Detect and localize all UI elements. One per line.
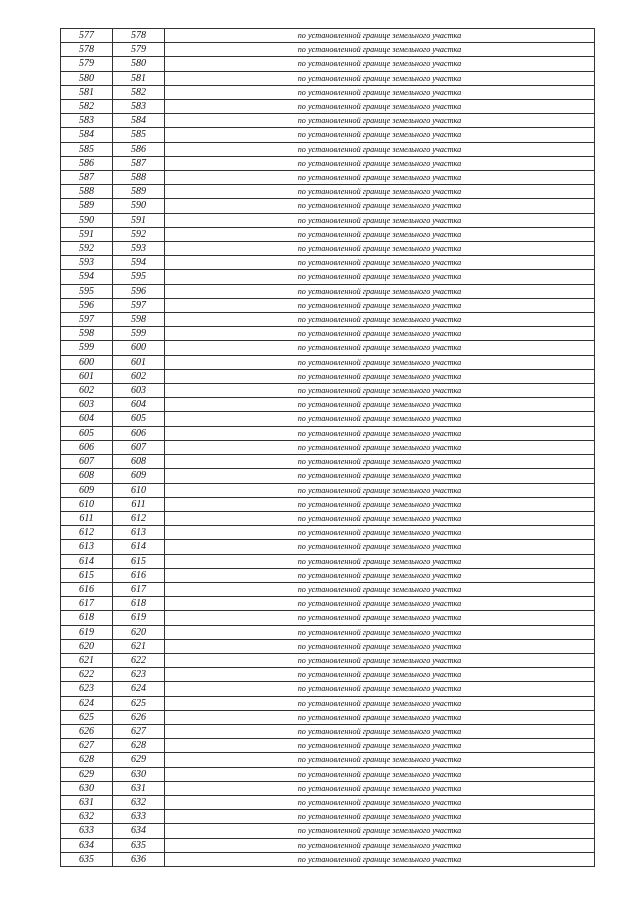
from-point-cell: 620 [61, 639, 113, 653]
to-point-cell: 600 [113, 341, 165, 355]
boundary-description-cell: по установленной границе земельного участка [165, 341, 595, 355]
from-point-cell: 628 [61, 753, 113, 767]
from-point-cell: 584 [61, 128, 113, 142]
table-row [61, 639, 595, 653]
from-point-cell: 627 [61, 739, 113, 753]
to-point-cell: 612 [113, 511, 165, 525]
boundary-description-cell: по установленной границе земельного участка [165, 639, 595, 653]
table-row [61, 753, 595, 767]
to-point-cell: 623 [113, 668, 165, 682]
from-point-cell: 600 [61, 355, 113, 369]
to-point-cell: 631 [113, 781, 165, 795]
table-row [61, 227, 595, 241]
boundary-description-cell: по установленной границе земельного участка [165, 810, 595, 824]
boundary-description-cell: по установленной границе земельного участка [165, 696, 595, 710]
boundary-description-cell: по установленной границе земельного участка [165, 795, 595, 809]
table-row [61, 795, 595, 809]
from-point-cell: 582 [61, 100, 113, 114]
table-row [61, 185, 595, 199]
from-point-cell: 624 [61, 696, 113, 710]
boundary-description-cell: по установленной границе земельного участка [165, 156, 595, 170]
table-row [61, 824, 595, 838]
to-point-cell: 587 [113, 156, 165, 170]
table-row [61, 455, 595, 469]
from-point-cell: 613 [61, 540, 113, 554]
to-point-cell: 616 [113, 568, 165, 582]
boundary-description-cell: по установленной границе земельного участка [165, 142, 595, 156]
from-point-cell: 618 [61, 611, 113, 625]
to-point-cell: 601 [113, 355, 165, 369]
table-row [61, 582, 595, 596]
table-row [61, 384, 595, 398]
table-row [61, 369, 595, 383]
table-row [61, 497, 595, 511]
boundary-description-cell: по установленной границе земельного участка [165, 256, 595, 270]
from-point-cell: 604 [61, 412, 113, 426]
boundary-description-cell: по установленной границе земельного участка [165, 455, 595, 469]
boundary-description-cell: по установленной границе земельного участка [165, 412, 595, 426]
from-point-cell: 631 [61, 795, 113, 809]
table-row [61, 142, 595, 156]
from-point-cell: 623 [61, 682, 113, 696]
table-row [61, 554, 595, 568]
boundary-description-cell: по установленной границе земельного участка [165, 85, 595, 99]
table-row [61, 71, 595, 85]
boundary-description-cell: по установленной границе земельного участка [165, 71, 595, 85]
from-point-cell: 634 [61, 838, 113, 852]
boundary-description-cell: по установленной границе земельного участка [165, 398, 595, 412]
from-point-cell: 597 [61, 313, 113, 327]
from-point-cell: 611 [61, 511, 113, 525]
table-row [61, 313, 595, 327]
table-row [61, 852, 595, 866]
table-row [61, 682, 595, 696]
from-point-cell: 606 [61, 440, 113, 454]
to-point-cell: 622 [113, 653, 165, 667]
from-point-cell: 599 [61, 341, 113, 355]
to-point-cell: 607 [113, 440, 165, 454]
table-row [61, 696, 595, 710]
boundary-description-cell: по установленной границе земельного участка [165, 355, 595, 369]
from-point-cell: 580 [61, 71, 113, 85]
boundary-description-cell: по установленной границе земельного участка [165, 582, 595, 596]
table-row [61, 85, 595, 99]
to-point-cell: 605 [113, 412, 165, 426]
boundary-description-cell: по установленной границе земельного участка [165, 767, 595, 781]
table-row [61, 213, 595, 227]
to-point-cell: 608 [113, 455, 165, 469]
boundary-description-cell: по установленной границе земельного участка [165, 625, 595, 639]
to-point-cell: 604 [113, 398, 165, 412]
boundary-description-cell: по установленной границе земельного участка [165, 554, 595, 568]
boundary-description-cell: по установленной границе земельного участка [165, 469, 595, 483]
boundary-description-cell: по установленной границе земельного участка [165, 213, 595, 227]
from-point-cell: 619 [61, 625, 113, 639]
table-row [61, 284, 595, 298]
from-point-cell: 598 [61, 327, 113, 341]
boundary-description-cell: по установленной границе земельного участка [165, 824, 595, 838]
boundary-description-cell: по установленной границе земельного участка [165, 440, 595, 454]
table-row [61, 597, 595, 611]
boundary-description-cell: по установленной границе земельного участка [165, 128, 595, 142]
boundary-description-cell: по установленной границе земельного участка [165, 313, 595, 327]
to-point-cell: 585 [113, 128, 165, 142]
boundary-description-cell: по установленной границе земельного участка [165, 199, 595, 213]
table-row [61, 43, 595, 57]
from-point-cell: 629 [61, 767, 113, 781]
table-row [61, 625, 595, 639]
to-point-cell: 595 [113, 270, 165, 284]
to-point-cell: 580 [113, 57, 165, 71]
from-point-cell: 596 [61, 298, 113, 312]
from-point-cell: 577 [61, 29, 113, 43]
boundary-description-cell: по установленной границе земельного участка [165, 668, 595, 682]
from-point-cell: 587 [61, 171, 113, 185]
table-row [61, 171, 595, 185]
from-point-cell: 578 [61, 43, 113, 57]
table-row [61, 412, 595, 426]
table-row [61, 440, 595, 454]
to-point-cell: 610 [113, 483, 165, 497]
table-row [61, 668, 595, 682]
from-point-cell: 583 [61, 114, 113, 128]
from-point-cell: 632 [61, 810, 113, 824]
boundary-description-cell: по установленной границе земельного участка [165, 284, 595, 298]
table-row [61, 199, 595, 213]
boundary-description-cell: по установленной границе земельного участка [165, 597, 595, 611]
table-row [61, 114, 595, 128]
to-point-cell: 627 [113, 724, 165, 738]
from-point-cell: 585 [61, 142, 113, 156]
boundary-description-cell: по установленной границе земельного участка [165, 57, 595, 71]
table-row [61, 355, 595, 369]
table-row [61, 341, 595, 355]
to-point-cell: 588 [113, 171, 165, 185]
to-point-cell: 613 [113, 526, 165, 540]
from-point-cell: 614 [61, 554, 113, 568]
table-row [61, 710, 595, 724]
from-point-cell: 630 [61, 781, 113, 795]
table-row [61, 426, 595, 440]
boundary-description-cell: по установленной границе земельного участка [165, 114, 595, 128]
boundary-description-cell: по установленной границе земельного участка [165, 100, 595, 114]
to-point-cell: 593 [113, 242, 165, 256]
to-point-cell: 590 [113, 199, 165, 213]
to-point-cell: 620 [113, 625, 165, 639]
table-row [61, 29, 595, 43]
to-point-cell: 582 [113, 85, 165, 99]
to-point-cell: 584 [113, 114, 165, 128]
from-point-cell: 605 [61, 426, 113, 440]
from-point-cell: 588 [61, 185, 113, 199]
table-row [61, 526, 595, 540]
table-body [61, 29, 595, 867]
to-point-cell: 615 [113, 554, 165, 568]
table-row [61, 156, 595, 170]
boundary-description-cell: по установленной границе земельного участка [165, 682, 595, 696]
from-point-cell: 602 [61, 384, 113, 398]
table-row [61, 398, 595, 412]
to-point-cell: 597 [113, 298, 165, 312]
from-point-cell: 601 [61, 369, 113, 383]
table-row [61, 100, 595, 114]
table-row [61, 298, 595, 312]
boundary-description-cell: по установленной границе земельного участка [165, 185, 595, 199]
boundary-description-cell: по установленной границе земельного участка [165, 483, 595, 497]
boundary-description-cell: по установленной границе земельного участка [165, 739, 595, 753]
from-point-cell: 621 [61, 653, 113, 667]
boundary-description-cell: по установленной границе земельного участка [165, 611, 595, 625]
to-point-cell: 609 [113, 469, 165, 483]
from-point-cell: 593 [61, 256, 113, 270]
from-point-cell: 586 [61, 156, 113, 170]
table-row [61, 653, 595, 667]
from-point-cell: 608 [61, 469, 113, 483]
to-point-cell: 636 [113, 852, 165, 866]
from-point-cell: 610 [61, 497, 113, 511]
boundary-points-table [60, 28, 595, 867]
table-row [61, 767, 595, 781]
to-point-cell: 630 [113, 767, 165, 781]
to-point-cell: 592 [113, 227, 165, 241]
to-point-cell: 626 [113, 710, 165, 724]
boundary-description-cell: по установленной границе земельного участка [165, 497, 595, 511]
table-row [61, 810, 595, 824]
boundary-description-cell: по установленной границе земельного участка [165, 852, 595, 866]
boundary-description-cell: по установленной границе земельного участка [165, 298, 595, 312]
boundary-description-cell: по установленной границе земельного участка [165, 838, 595, 852]
boundary-description-cell: по установленной границе земельного участка [165, 724, 595, 738]
to-point-cell: 619 [113, 611, 165, 625]
boundary-description-cell: по установленной границе земельного участка [165, 369, 595, 383]
from-point-cell: 592 [61, 242, 113, 256]
to-point-cell: 611 [113, 497, 165, 511]
to-point-cell: 602 [113, 369, 165, 383]
boundary-description-cell: по установленной границе земельного участка [165, 526, 595, 540]
from-point-cell: 625 [61, 710, 113, 724]
boundary-description-cell: по установленной границе земельного участка [165, 781, 595, 795]
to-point-cell: 614 [113, 540, 165, 554]
to-point-cell: 578 [113, 29, 165, 43]
table-row [61, 540, 595, 554]
from-point-cell: 626 [61, 724, 113, 738]
table-row [61, 511, 595, 525]
table-row [61, 611, 595, 625]
boundary-description-cell: по установленной границе земельного участка [165, 327, 595, 341]
boundary-description-cell: по установленной границе земельного участка [165, 426, 595, 440]
table-row [61, 739, 595, 753]
boundary-description-cell: по установленной границе земельного участка [165, 540, 595, 554]
boundary-description-cell: по установленной границе земельного участка [165, 242, 595, 256]
to-point-cell: 625 [113, 696, 165, 710]
to-point-cell: 583 [113, 100, 165, 114]
boundary-description-cell: по установленной границе земельного участка [165, 384, 595, 398]
from-point-cell: 615 [61, 568, 113, 582]
boundary-description-cell: по установленной границе земельного участка [165, 568, 595, 582]
table-row [61, 242, 595, 256]
from-point-cell: 617 [61, 597, 113, 611]
to-point-cell: 599 [113, 327, 165, 341]
from-point-cell: 590 [61, 213, 113, 227]
boundary-description-cell: по установленной границе земельного участка [165, 753, 595, 767]
to-point-cell: 624 [113, 682, 165, 696]
table-row [61, 838, 595, 852]
from-point-cell: 607 [61, 455, 113, 469]
from-point-cell: 589 [61, 199, 113, 213]
from-point-cell: 603 [61, 398, 113, 412]
to-point-cell: 598 [113, 313, 165, 327]
to-point-cell: 606 [113, 426, 165, 440]
to-point-cell: 632 [113, 795, 165, 809]
from-point-cell: 609 [61, 483, 113, 497]
boundary-description-cell: по установленной границе земельного участка [165, 43, 595, 57]
boundary-description-cell: по установленной границе земельного участка [165, 29, 595, 43]
from-point-cell: 635 [61, 852, 113, 866]
to-point-cell: 618 [113, 597, 165, 611]
to-point-cell: 586 [113, 142, 165, 156]
boundary-description-cell: по установленной границе земельного участка [165, 653, 595, 667]
boundary-description-cell: по установленной границе земельного участка [165, 171, 595, 185]
to-point-cell: 589 [113, 185, 165, 199]
from-point-cell: 595 [61, 284, 113, 298]
from-point-cell: 579 [61, 57, 113, 71]
from-point-cell: 594 [61, 270, 113, 284]
table-row [61, 483, 595, 497]
table-row [61, 469, 595, 483]
to-point-cell: 603 [113, 384, 165, 398]
boundary-description-cell: по установленной границе земельного участка [165, 710, 595, 724]
table-row [61, 270, 595, 284]
to-point-cell: 617 [113, 582, 165, 596]
from-point-cell: 633 [61, 824, 113, 838]
to-point-cell: 634 [113, 824, 165, 838]
to-point-cell: 621 [113, 639, 165, 653]
table-row [61, 781, 595, 795]
to-point-cell: 628 [113, 739, 165, 753]
from-point-cell: 612 [61, 526, 113, 540]
table-row [61, 724, 595, 738]
boundary-description-cell: по установленной границе земельного участка [165, 270, 595, 284]
from-point-cell: 616 [61, 582, 113, 596]
from-point-cell: 581 [61, 85, 113, 99]
from-point-cell: 591 [61, 227, 113, 241]
to-point-cell: 635 [113, 838, 165, 852]
table-row [61, 128, 595, 142]
boundary-description-cell: по установленной границе земельного участка [165, 511, 595, 525]
table-row [61, 568, 595, 582]
table-row [61, 57, 595, 71]
to-point-cell: 594 [113, 256, 165, 270]
to-point-cell: 581 [113, 71, 165, 85]
to-point-cell: 633 [113, 810, 165, 824]
to-point-cell: 629 [113, 753, 165, 767]
table-row [61, 327, 595, 341]
to-point-cell: 596 [113, 284, 165, 298]
boundary-description-cell: по установленной границе земельного участка [165, 227, 595, 241]
table-row [61, 256, 595, 270]
to-point-cell: 579 [113, 43, 165, 57]
to-point-cell: 591 [113, 213, 165, 227]
from-point-cell: 622 [61, 668, 113, 682]
